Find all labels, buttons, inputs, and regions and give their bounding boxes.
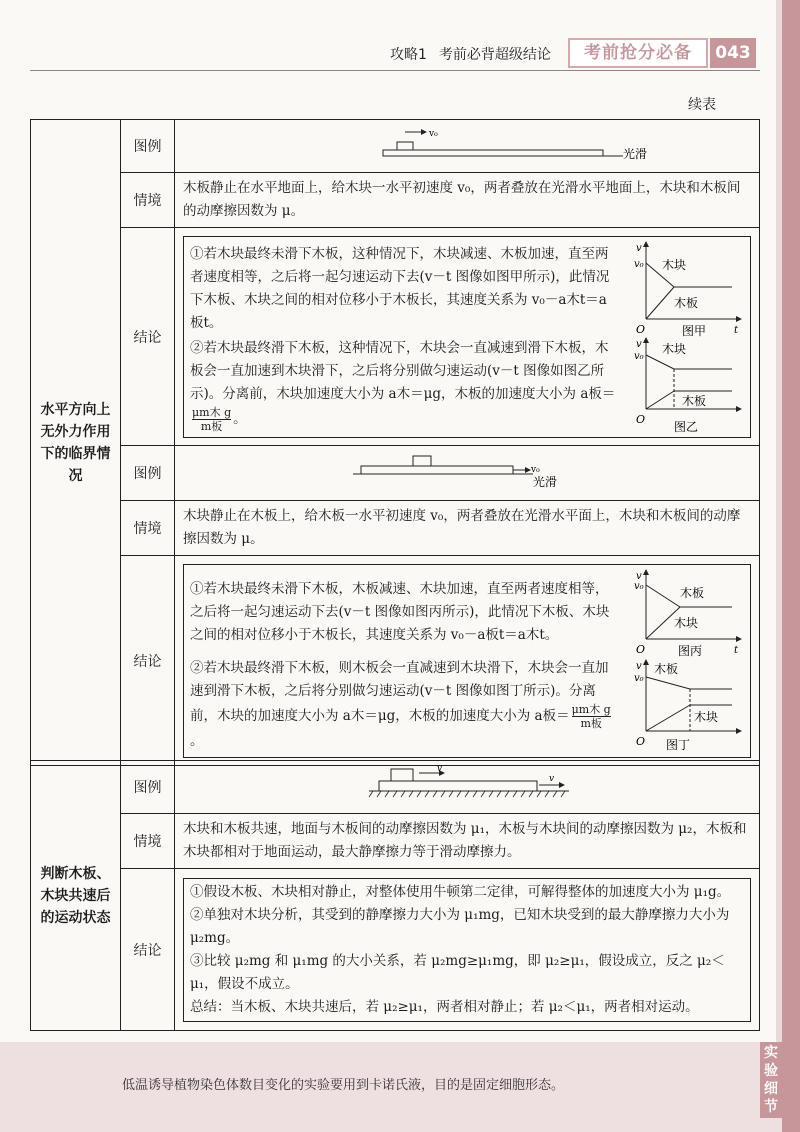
- graph-caption: 图甲: [682, 323, 707, 337]
- category-cell: 水平方向上无外力作用下的临界情况: [31, 120, 121, 766]
- conclusion-part-1: [190, 569, 744, 657]
- section-badge: 考前抢分必备: [568, 38, 708, 68]
- side-badge: 实验细节: [760, 1042, 782, 1118]
- graph-bing: [634, 569, 744, 657]
- topic-label: 考前必背超级结论: [438, 47, 551, 63]
- conclusion-part-2: [190, 657, 744, 753]
- graph-ding: [634, 659, 744, 751]
- smooth-label: 光滑: [533, 475, 558, 488]
- axis-v0-label: v₀: [634, 258, 644, 270]
- table-row: [31, 556, 760, 766]
- axis-t-label: t: [734, 644, 739, 656]
- conclusion-text-2a: ②若木块最终滑下木板，则木板会一直减速到木块滑下，木块会一直加速到滑下木板，之后将分别做匀速运动(v－t 图像如图丁所示)。分离前，木块的加速度大小为 a木＝μg，木板的加速度大小为 a板＝: [190, 659, 609, 724]
- fraction: [572, 703, 611, 730]
- continued-label: 续表: [688, 97, 716, 113]
- block-line-label: 木块: [662, 341, 687, 356]
- page-number: 043: [710, 38, 756, 68]
- graph-yi: [634, 337, 744, 433]
- header-rule: [30, 70, 760, 71]
- situation-cell: [175, 814, 760, 869]
- block-line-label: 木块: [662, 257, 687, 272]
- axis-v0-label: v₀: [634, 672, 644, 684]
- conclusion-box: [183, 564, 751, 758]
- row-label: 结论: [121, 556, 175, 766]
- axis-v0-label: v₀: [634, 580, 644, 592]
- fraction: [192, 406, 231, 433]
- conclusion-text-1: ①若木块最终未滑下木板，木板减速、木块加速，直至两者速度相等，之后将一起匀速运动下去(v－t 图像如图丙所示)，此情况下木板、木块之间的相对位移小于木板长，其速度关系为 v₀－a板t＝a木t。: [190, 581, 610, 643]
- conclusion-end: 。: [190, 732, 204, 749]
- strategy-label: 攻略1: [390, 47, 427, 63]
- situation-text: 木块静止在木板上，给木板一水平初速度 v₀，两者叠放在光滑水平面上，木块和木板间的动摩擦因数为 μ。: [183, 508, 741, 547]
- content-table-2: [30, 760, 760, 1031]
- velocity-label: v₀: [429, 129, 438, 139]
- conclusion-text-2: [190, 657, 620, 753]
- conclusion-text-3: ③比较 μ₂mg 和 μ₁mg 的大小关系，若 μ₂mg≥μ₁mg，即 μ₂≥μ₁，假设成立，反之 μ₂＜μ₁，假设不成立。: [190, 952, 725, 992]
- row-label: 结论: [121, 228, 175, 446]
- velocity-label: v: [549, 774, 555, 784]
- table-row: [31, 446, 760, 501]
- row-label: 情境: [121, 814, 175, 869]
- origin-label: O: [636, 734, 646, 748]
- board-block-figure-2: [183, 450, 743, 488]
- conclusion-part-1: [190, 241, 744, 337]
- row-label: 图例: [121, 761, 175, 814]
- axis-v-label: v: [636, 570, 642, 582]
- origin-label: O: [636, 322, 646, 336]
- row-label: 图例: [121, 120, 175, 173]
- fraction-numerator: μm木 g: [192, 405, 232, 419]
- axis-v-label: v: [636, 242, 642, 254]
- conclusion-cell: [175, 228, 760, 446]
- board-block-figure-3b: [183, 765, 743, 801]
- velocity-label: v: [437, 765, 443, 774]
- board-line-label: 木板: [682, 393, 707, 408]
- table-row: [31, 501, 760, 556]
- graph-caption: 图乙: [674, 419, 699, 433]
- conclusion-cell: [175, 556, 760, 766]
- conclusion-summary: 总结：当木板、木块共速后，若 μ₂≥μ₁，两者相对静止；若 μ₂＜μ₁，两者相对运动。: [190, 998, 699, 1015]
- conclusion-box: [183, 236, 751, 438]
- block-line-label: 木块: [674, 615, 699, 630]
- conclusion-text-2a: ②若木块最终滑下木板，这种情况下，木块会一直减速到滑下木板，木板会一直加速到木块滑下，之后将分别做匀速运动(v－t 图像如图乙所示)。分离前，木块加速度大小为 a木＝μg，木板的加速度大小为 a板＝: [190, 339, 616, 402]
- board-block-figure-1: [183, 124, 743, 160]
- situation-cell: [175, 501, 760, 556]
- table-row: [31, 869, 760, 1031]
- conclusion-text-2: [190, 337, 620, 433]
- graph-jia: [634, 241, 744, 337]
- axis-v-label: v: [636, 338, 642, 350]
- axis-t-label: t: [734, 324, 739, 336]
- situation-cell: [175, 173, 760, 228]
- conclusion-text-1: ①假设木板、木块相对静止，对整体使用牛顿第二定律，可解得整体的加速度大小为 μ₁g。: [190, 883, 731, 900]
- running-header: [390, 44, 551, 64]
- conclusion-text-1: ①若木块最终未滑下木板，这种情况下，木块减速、木板加速，直至两者速度相等，之后将一起匀速运动下去(v－t 图像如图甲所示)，此情况下木板、木块之间的相对位移小于木板长，其速度关系为 v₀－a木t＝a板t。: [190, 245, 610, 331]
- footer-tip: 低温诱导植物染色体数目变化的实验要用到卡诺氏液，目的是固定细胞形态。: [122, 1078, 565, 1093]
- situation-text: 木板静止在水平地面上，给木块一水平初速度 v₀，两者叠放在光滑水平地面上，木块和木板间的动摩擦因数为 μ。: [183, 180, 741, 219]
- origin-label: O: [636, 412, 646, 426]
- board-line-label: 木板: [654, 661, 679, 676]
- conclusion-part-2: [190, 337, 744, 433]
- axis-v-label: v: [636, 660, 642, 672]
- table-row: [31, 173, 760, 228]
- origin-label: O: [636, 642, 646, 656]
- fraction-numerator: μm木 g: [571, 702, 611, 716]
- graph-caption: 图丁: [666, 737, 691, 751]
- conclusion-text-2: ②单独对木块分析，其受到的静摩擦力大小为 μ₁mg，已知木块受到的最大静摩擦力大小为 μ₂mg。: [190, 906, 730, 946]
- category-cell: 判断木板、木块共速后的运动状态: [31, 761, 121, 1031]
- axis-v0-label: v₀: [634, 350, 644, 362]
- conclusion-box: [183, 878, 751, 1022]
- table-row: [31, 761, 760, 814]
- smooth-label: 光滑: [623, 147, 648, 160]
- row-label: 情境: [121, 501, 175, 556]
- block-line-label: 木块: [694, 709, 719, 724]
- fraction-denominator: m板: [200, 419, 223, 433]
- row-label: 结论: [121, 869, 175, 1031]
- figure-cell: [175, 761, 760, 814]
- row-label: 情境: [121, 173, 175, 228]
- content-table: [30, 119, 760, 766]
- table-row: [31, 120, 760, 173]
- graph-caption: 图丙: [678, 643, 703, 657]
- table-row: [31, 814, 760, 869]
- conclusion-cell: [175, 869, 760, 1031]
- board-line-label: 木板: [674, 295, 699, 310]
- figure-cell: [175, 120, 760, 173]
- table-row: [31, 228, 760, 446]
- figure-cell: [175, 446, 760, 501]
- velocity-label: v₀: [531, 465, 540, 475]
- page-edge-strip: [782, 0, 800, 1132]
- row-label: 图例: [121, 446, 175, 501]
- board-line-label: 木板: [680, 585, 705, 600]
- conclusion-end: 。: [233, 410, 247, 427]
- fraction-denominator: m板: [580, 716, 602, 730]
- situation-text: 木块和木板共速，地面与木板间的动摩擦因数为 μ₁，木板与木块间的动摩擦因数为 μ₂，木板和木块都相对于地面运动，最大静摩擦力等于滑动摩擦力。: [183, 821, 747, 860]
